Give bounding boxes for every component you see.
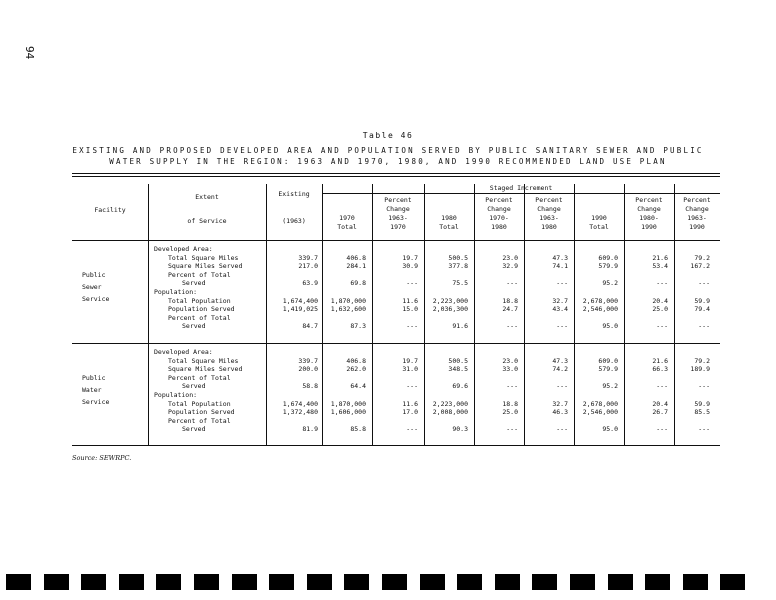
table-cell: --- — [556, 279, 568, 288]
header-col-5: 1980 — [541, 223, 557, 231]
header-col-3: 1980 — [441, 214, 457, 222]
table-cell: 339.7 — [298, 253, 318, 262]
header-col-2: Change — [386, 205, 410, 213]
table-cell: 2,223,000 — [432, 296, 468, 305]
footer-bar — [420, 574, 445, 590]
table-cell: 1,606,000 — [330, 408, 366, 417]
table-cell: --- — [556, 382, 568, 391]
table-cell: 64.4 — [350, 382, 366, 391]
table-rule — [72, 343, 720, 344]
header-col-5: Change — [537, 205, 561, 213]
table-title-line-1: EXISTING AND PROPOSED DEVELOPED AREA AND POPULATION SERVED BY PUBLIC SANITARY SEWER AND PUBLIC — [72, 146, 704, 155]
table-cell: 25.0 — [652, 305, 668, 314]
table-cell: 406.8 — [346, 356, 366, 365]
table-cell: 200.0 — [298, 365, 318, 374]
row-label: Served — [182, 279, 206, 288]
footer-bar — [608, 574, 633, 590]
header-extent-bottom: of Service — [187, 217, 227, 225]
table-cell: 348.5 — [448, 365, 468, 374]
row-label: Population: — [154, 391, 198, 399]
table-cell: 1,632,600 — [330, 305, 366, 314]
footer-bar — [269, 574, 294, 590]
table-cell: --- — [506, 322, 518, 331]
facility-label: Water — [82, 386, 102, 394]
table-cell: 32.9 — [502, 262, 518, 271]
table-cell: 85.8 — [350, 425, 366, 434]
facility-label: Sewer — [82, 283, 102, 291]
header-col-5: 1963- — [539, 214, 559, 222]
table-rule — [72, 173, 720, 174]
footer-bar — [495, 574, 520, 590]
table-cell: 339.7 — [298, 356, 318, 365]
header-existing-bottom: (1963) — [282, 217, 306, 225]
table-cell: 23.0 — [502, 253, 518, 262]
table-cell: 24.7 — [502, 305, 518, 314]
table-cell: --- — [656, 382, 668, 391]
table-cell: 2,546,000 — [582, 305, 618, 314]
table-cell: 2,546,000 — [582, 408, 618, 417]
table-cell: 500.5 — [448, 253, 468, 262]
source-note: Source: SEWRPC. — [72, 454, 132, 462]
header-col-4: Percent — [485, 196, 513, 204]
table-cell: 81.9 — [302, 425, 318, 434]
page-footer-bars — [0, 574, 776, 590]
table-cell: 69.6 — [452, 382, 468, 391]
footer-bar — [307, 574, 332, 590]
table-cell: --- — [406, 279, 418, 288]
table-cell: 1,674,400 — [282, 296, 318, 305]
footer-bar — [457, 574, 482, 590]
table-cell: 167.2 — [690, 262, 710, 271]
table-cell: 31.0 — [402, 365, 418, 374]
table-cell: 500.5 — [448, 356, 468, 365]
table-cell: 20.4 — [652, 296, 668, 305]
footer-bar — [156, 574, 181, 590]
table-cell: 18.8 — [502, 296, 518, 305]
row-label: Served — [182, 322, 206, 331]
table-cell: 95.0 — [602, 425, 618, 434]
table-cell: 53.4 — [652, 262, 668, 271]
table-cell: 2,036,300 — [432, 305, 468, 314]
table-cell: 79.2 — [694, 356, 710, 365]
table-rule — [72, 176, 720, 177]
table-cell: 1,674,400 — [282, 399, 318, 408]
row-label: Percent of Total — [168, 373, 231, 382]
table-cell: 32.7 — [552, 399, 568, 408]
table-cell: --- — [506, 279, 518, 288]
table-rule — [72, 240, 720, 241]
table-cell: 23.0 — [502, 356, 518, 365]
table-cell: 43.4 — [552, 305, 568, 314]
row-label: Developed Area: — [154, 245, 213, 253]
footer-bar — [44, 574, 69, 590]
table-cell: 47.3 — [552, 356, 568, 365]
table-cell: --- — [406, 382, 418, 391]
table-cell: --- — [698, 425, 710, 434]
header-col-2: Percent — [384, 196, 412, 204]
facility-label: Service — [82, 398, 110, 406]
row-label: Served — [182, 382, 206, 391]
header-col-8: 1990 — [689, 223, 705, 231]
header-staged-increment: Staged Increment — [489, 184, 553, 192]
table-cell: 95.2 — [602, 382, 618, 391]
header-facility: Facility — [94, 206, 126, 214]
table-cell: 1,870,000 — [330, 399, 366, 408]
header-col-7: 1980- — [639, 214, 659, 222]
table-cell: 30.9 — [402, 262, 418, 271]
table-cell: 63.9 — [302, 279, 318, 288]
table-cell: 87.3 — [350, 322, 366, 331]
table-cell: 79.2 — [694, 253, 710, 262]
table-cell: 2,223,000 — [432, 399, 468, 408]
table-cell: 74.2 — [552, 365, 568, 374]
header-col-4: Change — [487, 205, 511, 213]
table-rule — [72, 445, 720, 446]
table-cell: 11.6 — [402, 296, 418, 305]
table-cell: 579.9 — [598, 262, 618, 271]
row-label: Total Population — [168, 399, 231, 408]
table-cell: --- — [698, 322, 710, 331]
header-extent-top: Extent — [195, 193, 219, 201]
table-cell: 15.0 — [402, 305, 418, 314]
table-cell: --- — [406, 425, 418, 434]
table-cell: 18.8 — [502, 399, 518, 408]
table-cell: 21.6 — [652, 356, 668, 365]
table-cell: 609.0 — [598, 356, 618, 365]
table-cell: 377.8 — [448, 262, 468, 271]
facility-label: Public — [82, 374, 106, 382]
table-cell: --- — [656, 322, 668, 331]
table-rule — [322, 193, 720, 194]
table-cell: 33.0 — [502, 365, 518, 374]
table-cell: 20.4 — [652, 399, 668, 408]
table-cell: 46.3 — [552, 408, 568, 417]
table-cell: 2,008,000 — [432, 408, 468, 417]
footer-bar — [6, 574, 31, 590]
header-col-7: Percent — [635, 196, 663, 204]
facility-label: Public — [82, 271, 106, 279]
header-col-7: 1990 — [641, 223, 657, 231]
table-cell: --- — [698, 279, 710, 288]
row-label: Population Served — [168, 408, 235, 417]
header-existing-top: Existing — [278, 190, 310, 198]
row-label: Population Served — [168, 305, 235, 314]
row-label: Percent of Total — [168, 313, 231, 322]
table-cell: 579.9 — [598, 365, 618, 374]
footer-bar — [119, 574, 144, 590]
table-cell: 79.4 — [694, 305, 710, 314]
footer-bar — [382, 574, 407, 590]
table-cell: 262.0 — [346, 365, 366, 374]
table-cell: 84.7 — [302, 322, 318, 331]
table-cell: 406.8 — [346, 253, 366, 262]
footer-bar — [532, 574, 557, 590]
table-cell: --- — [506, 425, 518, 434]
header-col-4: 1970- — [489, 214, 509, 222]
row-label: Square Miles Served — [168, 262, 243, 271]
table-cell: 58.8 — [302, 382, 318, 391]
header-col-8: 1963- — [687, 214, 707, 222]
header-col-1: Total — [337, 223, 357, 231]
header-col-2: 1970 — [390, 223, 406, 231]
table-cell: 609.0 — [598, 253, 618, 262]
header-col-2: 1963- — [388, 214, 408, 222]
table-cell: 11.6 — [402, 399, 418, 408]
table-cell: 217.0 — [298, 262, 318, 271]
table-cell: 2,678,000 — [582, 296, 618, 305]
table-cell: 75.5 — [452, 279, 468, 288]
header-col-8: Change — [685, 205, 709, 213]
header-col-8: Percent — [683, 196, 711, 204]
table-cell: 26.7 — [652, 408, 668, 417]
table-title-line-2: WATER SUPPLY IN THE REGION: 1963 AND 1970, 1980, AND 1990 RECOMMENDED LAND USE PLAN — [109, 157, 667, 166]
header-col-1: 1970 — [339, 214, 355, 222]
table-cell: 85.5 — [694, 408, 710, 417]
table-cell: --- — [506, 382, 518, 391]
row-label: Percent of Total — [168, 416, 231, 425]
table-cell: 17.0 — [402, 408, 418, 417]
footer-bar — [683, 574, 708, 590]
table-cell: 59.9 — [694, 399, 710, 408]
table-cell: 74.1 — [552, 262, 568, 271]
footer-bar — [194, 574, 219, 590]
page-number: 94 — [23, 46, 36, 60]
table-cell: 91.6 — [452, 322, 468, 331]
table-cell: --- — [556, 322, 568, 331]
footer-bar — [645, 574, 670, 590]
row-label: Total Square Miles — [168, 253, 239, 262]
row-label: Served — [182, 425, 206, 434]
table-cell: 95.2 — [602, 279, 618, 288]
row-label: Developed Area: — [154, 348, 213, 356]
table-cell: --- — [406, 322, 418, 331]
table-cell: --- — [656, 425, 668, 434]
table-cell: --- — [698, 382, 710, 391]
footer-bar — [570, 574, 595, 590]
row-label: Total Population — [168, 296, 231, 305]
table-cell: 19.7 — [402, 253, 418, 262]
table-cell: 95.0 — [602, 322, 618, 331]
header-col-7: Change — [637, 205, 661, 213]
footer-bar — [720, 574, 745, 590]
table-cell: 66.3 — [652, 365, 668, 374]
table-cell: 90.3 — [452, 425, 468, 434]
table-cell: --- — [556, 425, 568, 434]
table-cell: 1,870,000 — [330, 296, 366, 305]
table-cell: 189.9 — [690, 365, 710, 374]
footer-bar — [344, 574, 369, 590]
header-col-3: Total — [439, 223, 459, 231]
table-cell: 59.9 — [694, 296, 710, 305]
row-label: Square Miles Served — [168, 365, 243, 374]
table-cell: 47.3 — [552, 253, 568, 262]
table-cell: 1,372,480 — [282, 408, 318, 417]
table-cell: 69.8 — [350, 279, 366, 288]
header-col-4: 1980 — [491, 223, 507, 231]
header-col-6: 1990 — [591, 214, 607, 222]
footer-bar — [81, 574, 106, 590]
footer-bar — [232, 574, 257, 590]
table-cell: 32.7 — [552, 296, 568, 305]
table-cell: 25.0 — [502, 408, 518, 417]
header-col-5: Percent — [535, 196, 563, 204]
table-cell: --- — [656, 279, 668, 288]
row-label: Total Square Miles — [168, 356, 239, 365]
table-cell: 284.1 — [346, 262, 366, 271]
facility-label: Service — [82, 295, 110, 303]
table-cell: 2,678,000 — [582, 399, 618, 408]
table-cell: 1,419,025 — [282, 305, 318, 314]
header-col-6: Total — [589, 223, 609, 231]
row-label: Population: — [154, 288, 198, 296]
table-cell: 19.7 — [402, 356, 418, 365]
table-number: Table 46 — [362, 131, 414, 140]
table-cell: 21.6 — [652, 253, 668, 262]
row-label: Percent of Total — [168, 270, 231, 279]
